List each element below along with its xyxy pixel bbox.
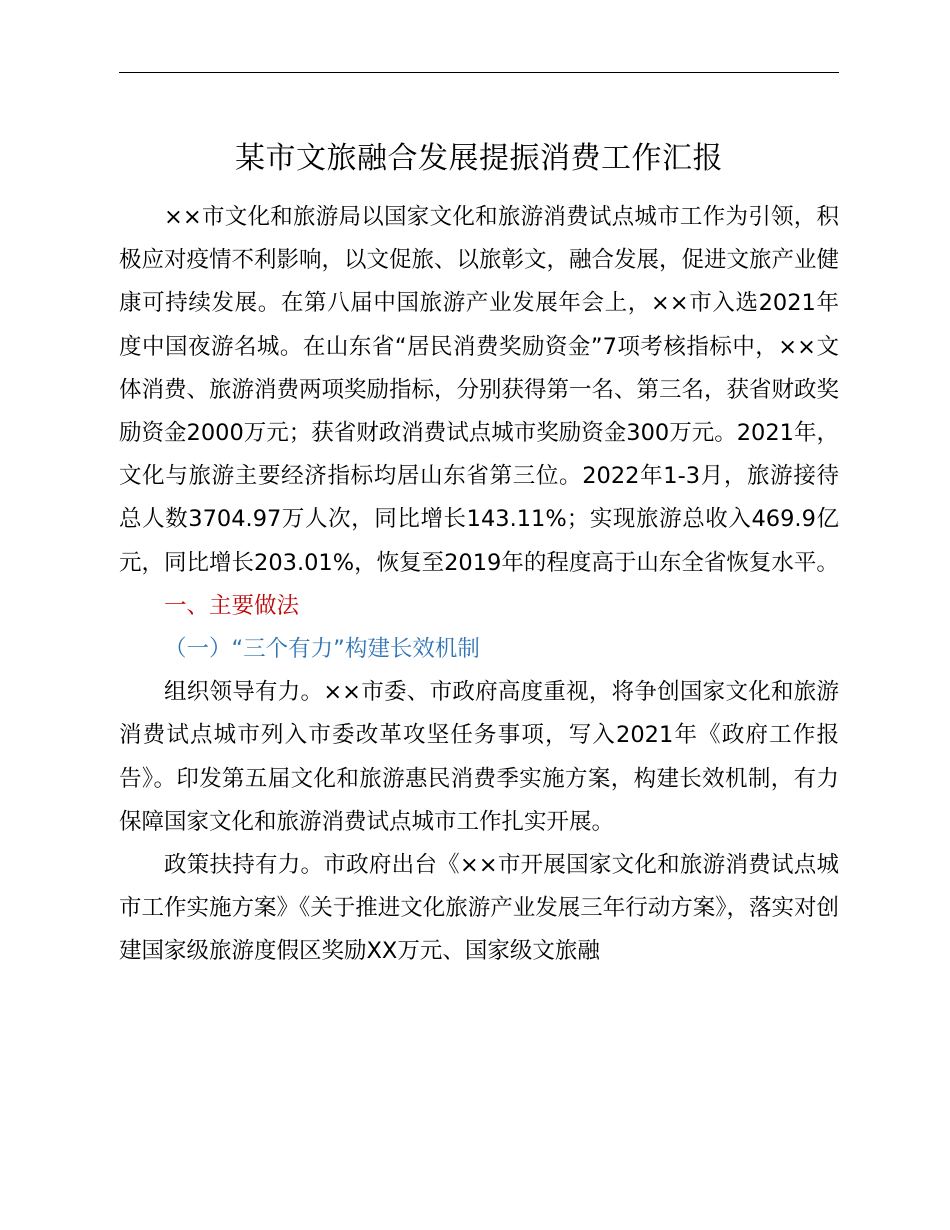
paragraph-policy: 政策扶持有力。市政府出台《××市开展国家文化和旅游消费试点城市工作实施方案》《关于推进文化旅游产业发展三年行动方案》，落实对创建国家级旅游度假区奖励XX万元、国家级文旅融 xyxy=(119,852,840,965)
document-title: 某市文旅融合发展提振消费工作汇报 xyxy=(235,141,723,176)
subsection-heading-three-strengths: （一）“三个有力”构建长效机制 xyxy=(164,636,480,663)
intro-paragraph: ××市文化和旅游局以国家文化和旅游消费试点城市工作为引领，积极应对疫情不利影响，以文促旅、以旅彰文，融合发展，促进文旅产业健康可持续发展。在第八届中国旅游产业发展年会上，××市入选2021年度中国夜游名城。在山东省“居民消费奖励资金”7项考核指标中，××文体消费、旅游消费两项奖励指标，分别获得第一名、第三名，获省财政奖励资金2000万元；获省财政消费试点城市奖励资金300万元。2021年，文化与旅游主要经济指标均居山东省第三位。2022年1-3月，旅游接待总人数3704.97万人次，同比增长143.11%；实现旅游总收入469.9亿元，同比增长203.01%，恢复至2019年的程度高于山东全省恢复水平。 xyxy=(119,204,840,576)
header-rule xyxy=(119,72,839,73)
section-heading-main-practices: 一、主要做法 xyxy=(164,592,300,619)
document-body xyxy=(119,132,839,974)
paragraph-leadership: 组织领导有力。××市委、市政府高度重视，将争创国家文化和旅游消费试点城市列入市委改革攻坚任务事项，写入2021年《政府工作报告》。印发第五届文化和旅游惠民消费季实施方案，构建长效机制，有力保障国家文化和旅游消费试点城市工作扎实开展。 xyxy=(119,679,839,835)
